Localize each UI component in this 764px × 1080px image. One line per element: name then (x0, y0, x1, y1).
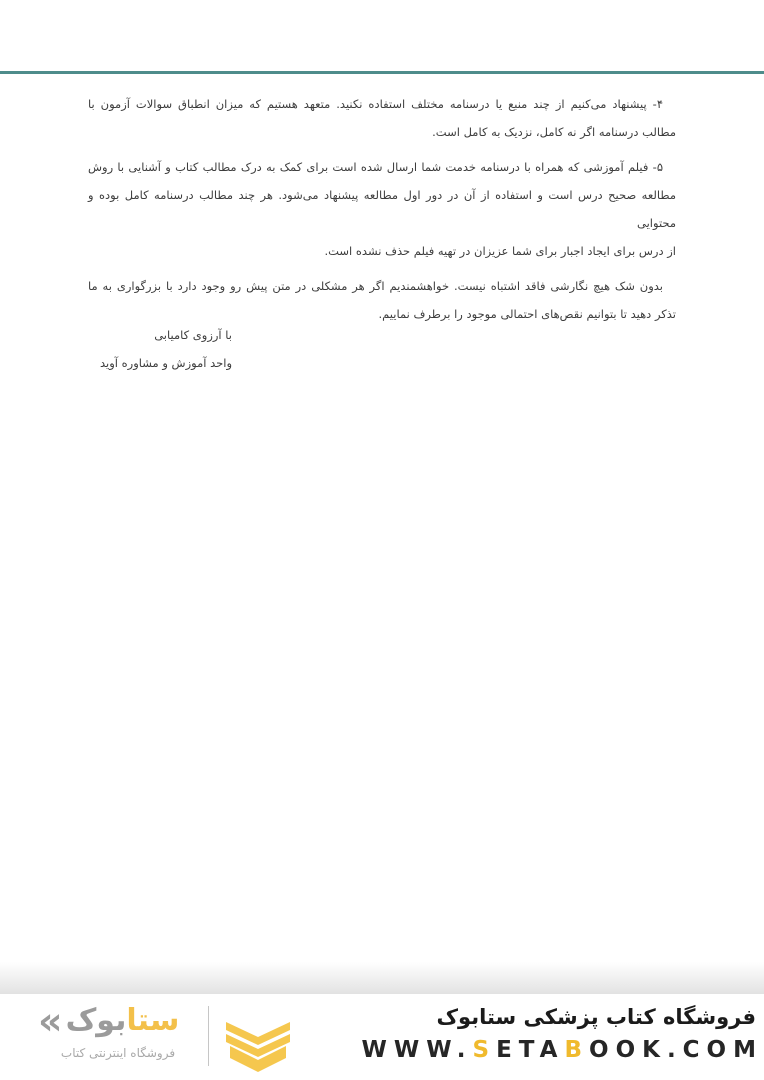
paragraph-line: مطالب درسنامه اگر نه کامل، نزدیک به کامل است. (432, 125, 676, 139)
paragraph-line: بدون شک هیچ نگارشی فاقد اشتباه نیست. خواهشمندیم اگر هر مشکلی در متن پیش رو وجود دارد با بزرگواری به ما (88, 279, 663, 293)
setabook-logo (38, 998, 198, 1060)
website-url (362, 1037, 764, 1063)
header-rule (0, 71, 764, 74)
paragraph-line: مطالعه صحیح درس است و استفاده از آن در دور اول مطالعه پیشنهاد می‌شود. هر چند مطالب درسنامه کامل بوده و محتوایی (88, 188, 676, 230)
footer-banner (0, 994, 764, 1080)
signature-unit: واحد آموزش و مشاوره آوید (100, 356, 232, 370)
setabook-wordmark (38, 998, 198, 1044)
logo-tagline: فروشگاه اینترنتی کتاب (60, 1046, 176, 1060)
paragraph (88, 272, 676, 328)
logo-guillemet-icon: « (38, 999, 63, 1043)
store-title: فروشگاه کتاب پزشکی ستابوک (436, 1005, 756, 1029)
url-segment: ETA (496, 1037, 565, 1063)
url-segment: WWW. (361, 1037, 473, 1063)
url-segment: S (472, 1037, 497, 1063)
wordmark-gray-part: بوک (65, 1003, 127, 1038)
wordmark-yellow-part: ستا (126, 1003, 180, 1038)
letter-body (88, 90, 676, 335)
url-segment: B (564, 1037, 590, 1063)
paragraph (88, 90, 676, 146)
page-bottom-shadow (0, 962, 764, 994)
paragraph-line: ۵- فیلم آموزشی که همراه با درسنامه خدمت شما ارسال شده است برای کمک به درک مطالب کتاب و آشنایی با روش (88, 160, 663, 174)
url-segment: OOK.COM (589, 1037, 763, 1063)
paragraph-line: از درس برای ایجاد اجبار برای شما عزیزان در تهیه فیلم حذف نشده است. (324, 244, 676, 258)
footer-store-info (361, 1004, 763, 1063)
paragraph (88, 153, 676, 265)
signature-wish: با آرزوی کامیابی (154, 328, 232, 342)
paragraph-line: تذکر دهید تا بتوانیم نقص‌های احتمالی موجود را برطرف نماییم. (378, 307, 676, 321)
logo-divider (208, 1006, 209, 1066)
paragraph-line: ۴- پیشنهاد می‌کنیم از چند منبع یا درسنامه مختلف استفاده نکنید. متعهد هستیم که میزان انطباق سوالات آزمون با (88, 97, 663, 111)
signature-block (88, 321, 676, 377)
setabook-chevron-emblem-icon (224, 1010, 292, 1076)
